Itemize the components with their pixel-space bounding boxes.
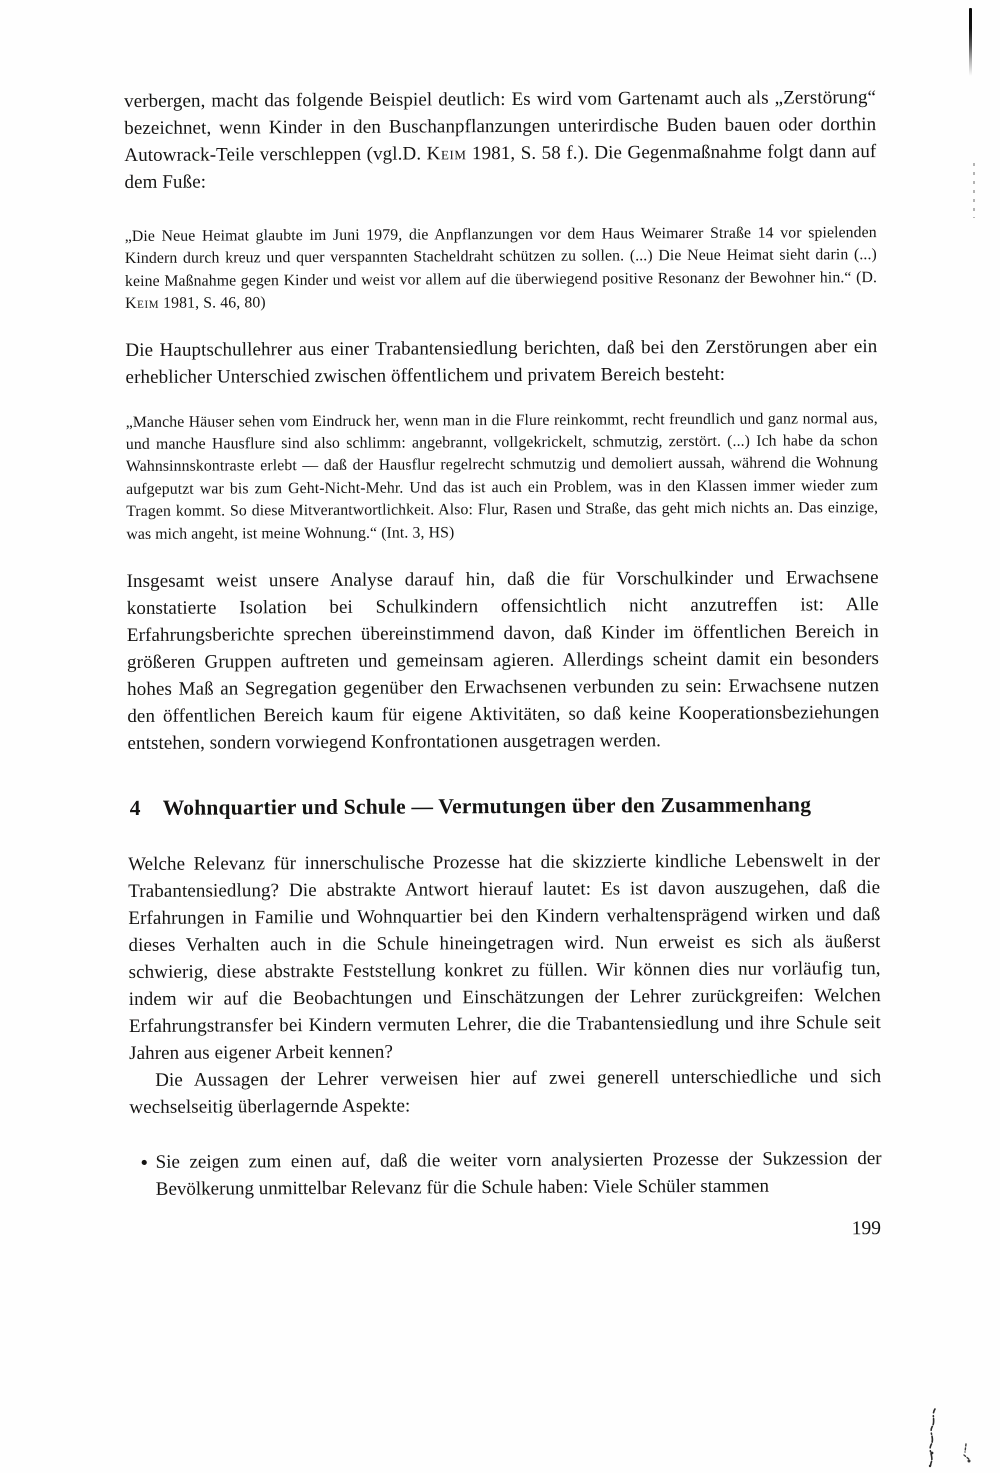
author-smallcaps: Keim (426, 143, 467, 165)
bullet-icon: ● (140, 1154, 148, 1169)
paragraph-relevanz: Welche Relevanz für innerschulische Prozesse hat die skizzierte kindliche Lebenswelt in der Trabantensiedlung? Die abstrakte Antwort hierauf lautet: Es ist davon auszugehen, daß die Erfahrungen in Familie und Wohnquartier bei den Kindern verhaltensprägend wirken und daß dieses Verhalten auch in die Schule hineingetragen wird. Nun erweist es sich als äußerst schwierig, diese abstrakte Feststellung konkret zu füllen. Wir können dies nur vorläufig tun, indem wir auf die Beobachtungen und Einschätzungen der Lehrer zurückgreifen: Welchen Erfahrungstransfer bei Kindern vermuten Lehrer, die die Trabantensiedlung und ihre Schule seit Jahren aus eigener Arbeit kennen? (128, 850, 881, 1065)
author-smallcaps: Keim (125, 295, 160, 313)
section-number: 4 (129, 795, 141, 821)
bullet-item-text: Sie zeigen zum einen auf, daß die weiter vorn analysierten Prozesse der Sukzession der Bevölkerung unmittelbar Relevanz für die Schule haben: Viele Schüler stammen (155, 1148, 882, 1200)
paragraph-hauptschullehrer: Die Hauptschullehrer aus einer Trabantensiedlung berichten, daß bei den Zerstörungen aber ein erheblicher Unterschied zwischen öffentlichem und privatem Bereich besteht: (125, 335, 878, 388)
scan-artifact-small-mark (956, 1440, 978, 1466)
paragraph-intro-text: verbergen, macht das folgende Beispiel deutlich: Es wird vom Gartenamt auch als „Zerstörung“ bezeichnet, wenn Kinder in den Buschanpflanzungen unterirdische Buden bauen oder dorthin Autowrack-Teile verschleppen (vgl.D. (124, 87, 877, 166)
section-heading (130, 790, 880, 822)
block-quote-neue-heimat (125, 222, 877, 316)
bullet-list-item (130, 1145, 882, 1203)
section-title: Wohnquartier und Schule — Vermutungen über den Zusammenhang (162, 792, 812, 820)
paragraph-aussagen: Die Aussagen der Lehrer verweisen hier auf zwei generell unterschiedliche und sich wechselseitig überlagernde Aspekte: (129, 1066, 882, 1119)
scan-artifact-vertical-line (969, 8, 972, 76)
block-quote-interview: „Manche Häuser sehen vom Eindruck her, wenn man in die Flure reinkommt, recht freundlich und ganz normal aus, und manche Hausflure sind also schlimm: angebrannt, vollgekrickelt, schmutzig, zerstört. (...) Ich habe da schon Wahnsinnskontraste erlebt — daß der Hausflur regelrecht schmutzig und demoliert aussah, während die Wohnung aufgeputzt war bis zum Geht-Nicht-Mehr. Und das ist auch ein Problem, was in den Klassen immer wieder zum Tragen kommt. So diese Mitverantwortlichkeit. Also: Flur, Rasen und Straße, das geht mich nichts an. Das einzige, was mich angeht, ist meine Wohnung.“ (Int. 3, HS) (125, 409, 879, 543)
scan-artifact-faint-marks (973, 163, 975, 218)
page-content (124, 84, 882, 1246)
paragraph-analyse: Insgesamt weist unsere Analyse darauf hin, daß die für Vorschulkinder und Erwachsene konstatierte Isolation bei Schulkindern offensichtlich nicht anzutreffen ist: Alle Erfahrungsberichte sprechen übereinstimmend davon, daß Kinder im öffentlichen Bereich in größeren Gruppen auftreten und gemeinsam agieren. Allerdings scheint damit ein besonders hohes Maß an Segregation gegenüber den Erwachsenen verbunden zu sein: Erwachsene nutzen den öffentlichen Bereich kaum für eigene Aktivitäten, so daß keine Kooperationsbeziehungen entstehen, sondern vorwiegend Konfrontationen ausgetragen werden. (126, 567, 880, 755)
quote-text: „Die Neue Heimat glaubte im Juni 1979, die Anpflanzungen vor dem Haus Weimarer Straße 14 vor spielenden Kindern durch kreuz und quer verspannten Stacheldraht schützen zu sollen. (...) Die Neue Heimat sieht darin (...) keine Maßnahme gegen Kinder und weist vor allem auf die überwiegend positive Resonanz der Bewohner hin.“ (D. (124, 224, 878, 290)
paragraph-intro-citation: 1981, S. 58 f.). Die Gegenmaßnahme folgt dann auf dem Fuße: (124, 141, 877, 193)
paragraph-intro (124, 84, 877, 196)
scan-artifact-squiggle (921, 1405, 945, 1471)
page-number: 199 (851, 1218, 882, 1240)
quote-citation: 1981, S. 46, 80) (159, 294, 266, 313)
